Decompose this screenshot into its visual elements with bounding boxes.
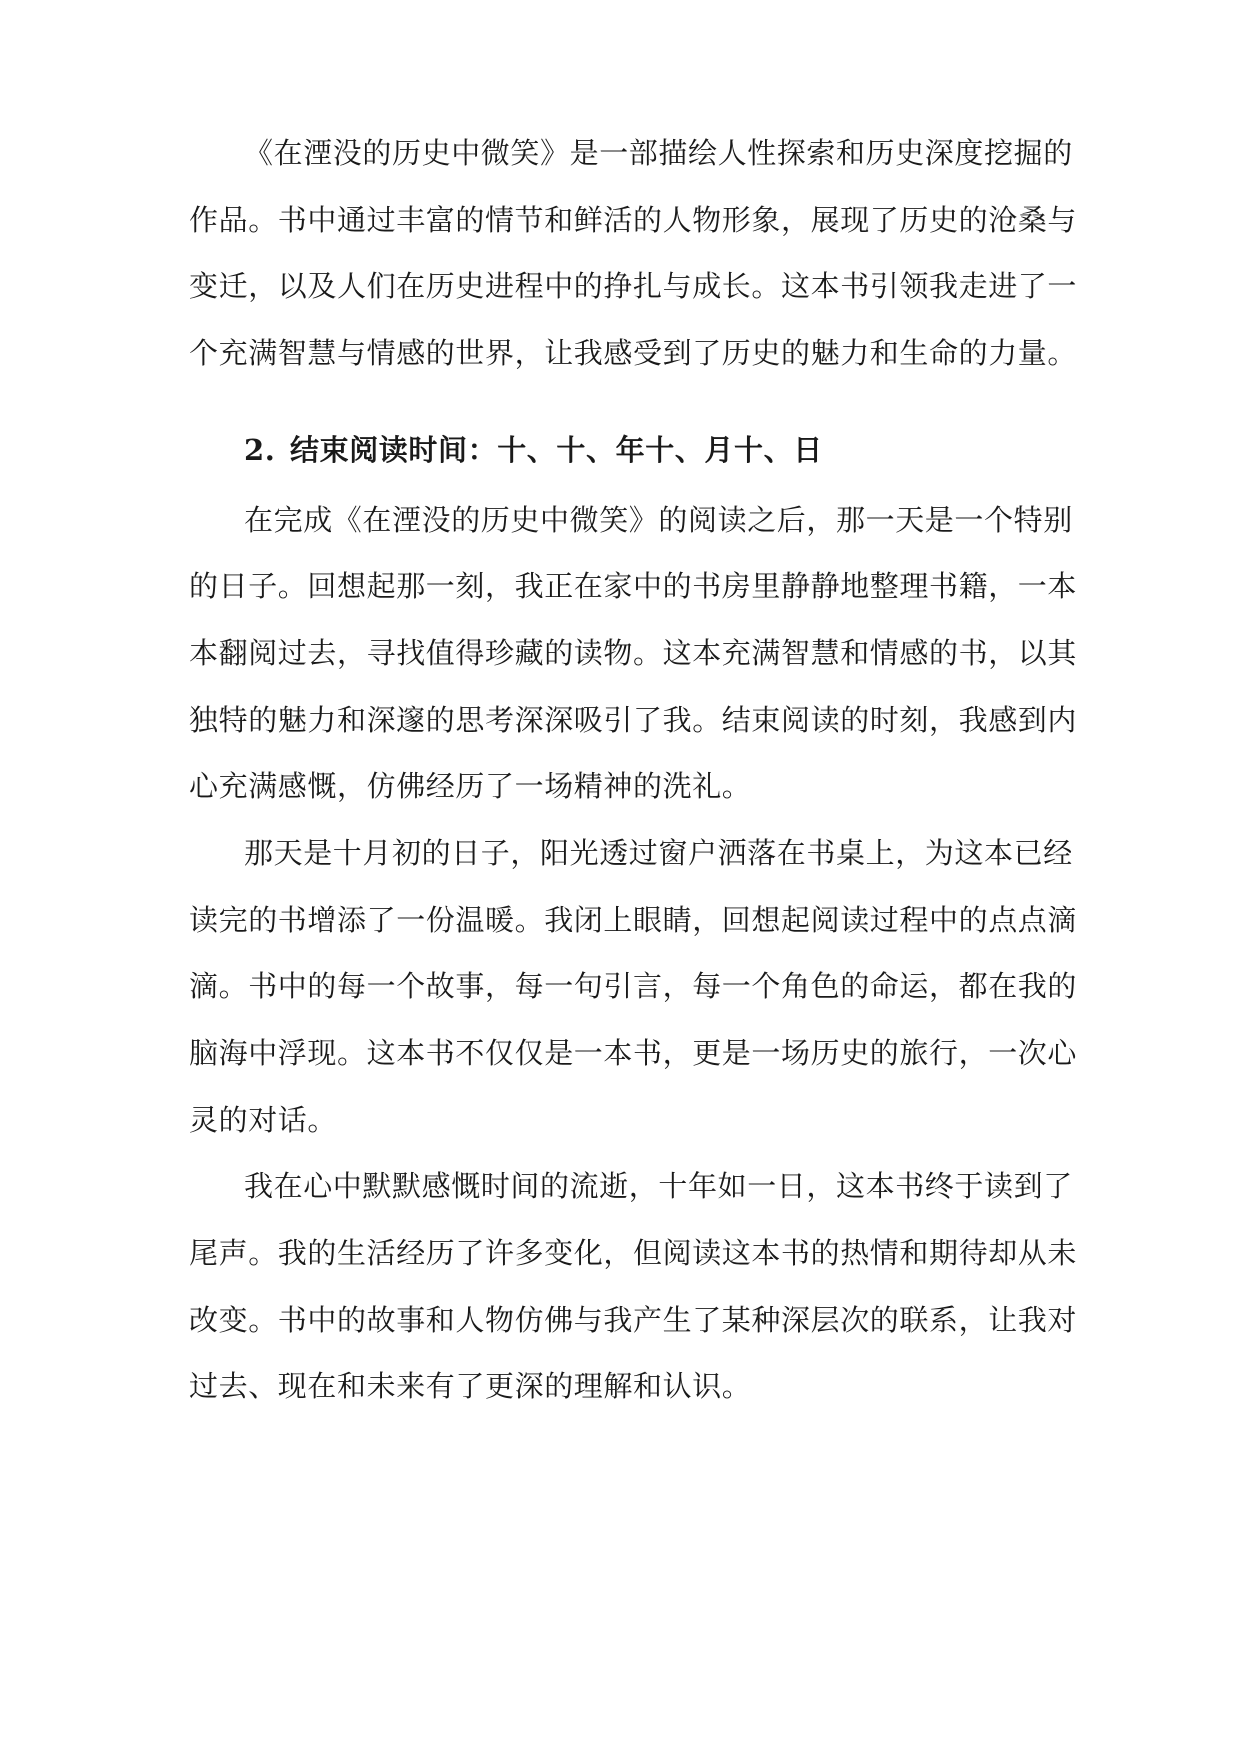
intro-paragraph-line: 个充满智慧与情感的世界，让我感受到了历史的魅力和生命的力量。 [189,336,1078,370]
paragraph-3-line: 改变。书中的故事和人物仿佛与我产生了某种深层次的联系，让我对 [189,1303,1078,1337]
section-heading [244,428,1024,472]
paragraph-1-line: 独特的魅力和深邃的思考深深吸引了我。结束阅读的时刻，我感到内 [189,703,1078,737]
paragraph-1-line: 在完成《在湮没的历史中微笑》的阅读之后，那一天是一个特别 [244,503,1073,537]
paragraph-1-line: 心充满感慨，仿佛经历了一场精神的洗礼。 [189,769,752,803]
paragraph-3-line: 过去、现在和未来有了更深的理解和认识。 [189,1369,752,1403]
paragraph-2-line: 读完的书增添了一份温暖。我闭上眼睛，回想起阅读过程中的点点滴 [189,903,1078,937]
paragraph-1-line: 本翻阅过去，寻找值得珍藏的读物。这本充满智慧和情感的书，以其 [189,636,1078,670]
paragraph-1-line: 的日子。回想起那一刻，我正在家中的书房里静静地整理书籍，一本 [189,569,1078,603]
intro-paragraph-line: 作品。书中通过丰富的情节和鲜活的人物形象，展现了历史的沧桑与 [189,203,1078,237]
paragraph-3-line: 尾声。我的生活经历了许多变化，但阅读这本书的热情和期待却从未 [189,1236,1078,1270]
paragraph-2-line: 灵的对话。 [189,1103,338,1137]
paragraph-2-line: 滴。书中的每一个故事，每一句引言，每一个角色的命运，都在我的 [189,969,1078,1003]
paragraph-2-line: 脑海中浮现。这本书不仅仅是一本书，更是一场历史的旅行，一次心 [189,1036,1078,1070]
section-number: 2. [244,433,276,467]
paragraph-2-line: 那天是十月初的日子，阳光透过窗户洒落在书桌上，为这本已经 [244,836,1073,870]
section-title: 结束阅读时间：十、十、年十、月十、日 [290,433,823,467]
intro-paragraph-line: 变迁，以及人们在历史进程中的挣扎与成长。这本书引领我走进了一 [189,269,1078,303]
paragraph-3-line: 我在心中默默感慨时间的流逝，十年如一日，这本书终于读到了 [244,1169,1073,1203]
intro-paragraph-line: 《在湮没的历史中微笑》是一部描绘人性探索和历史深度挖掘的 [244,136,1073,170]
